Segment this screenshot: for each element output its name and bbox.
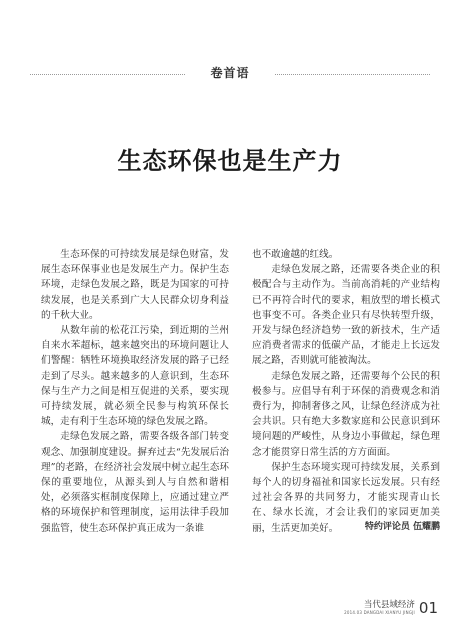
article-column-left	[41, 247, 229, 536]
section-header	[30, 66, 430, 80]
header-rule-right	[275, 74, 430, 75]
paragraph: 走绿色发展之路，需要各级各部门转变观念、加强制度建设。摒弃过去“先发展后治理”的老路，在经济社会发展中树立起生态环保的重要地位，从源头到人与自然和谐相处，必须落实框制度保障上，应通过建立严格的环境保护和管理制度，运用法律手段加强监管，使生态环保护真正成为一条谁	[41, 431, 229, 534]
page-number: 01	[418, 599, 438, 617]
paragraph: 保护生态环境实现可持续发展，关系到每个人的切身福祉和国家长远发展。只有经过社会各界的共同努力，才能实现青山长在、绿水长流，才会让我们的家园更加美丽，生活更加美好。	[252, 461, 440, 534]
section-label: 卷首语	[210, 66, 250, 80]
paragraph: 走绿色发展之路，还需要各类企业的积极配合与主动作为。当前高消耗的产业结构已不再符合时代的要求，粗放型的增长模式也事变不可。各类企业只有尽快转型升级，开发与绿色经济趋势一致的新技术，生产适应消费者需求的低碳产品，才能走上长远发展之路，否则就可能被淘汰。	[252, 264, 440, 367]
magazine-name-cn: 当代县域经济	[363, 600, 415, 610]
paragraph: 从数年前的松花江污染，到近期的兰州自来水苯超标，越来越突出的环境问题让人们警醒：牺牲环境换取经济发展的路子已经走到了尽头。越来越多的人意识到，生态环保与生产力之间是相互促进的关系，要实现可持续发展，就必须全民参与构筑环保长城，走有利于生态环境的绿色发展之路。	[41, 325, 229, 428]
article-title: 生态环保也是生产力	[117, 147, 343, 175]
page-footer	[344, 596, 438, 616]
magazine-name-en: 2014.03 DANGDAI XIANYU JINGJI	[344, 610, 415, 615]
article-column-right	[252, 247, 440, 536]
paragraph: 生态环保的可持续发展是绿色财富，发展生态环保事业也是发展生产力。保护生态环境，走绿色发展之路，既是为国家的可持续发展，也是关系到广大人民群众切身利益的千秋大业。	[41, 249, 229, 321]
magazine-name	[344, 600, 415, 616]
author-signature: 特约评论员 伍耀鹏	[364, 522, 440, 532]
paragraph: 走绿色发展之路，还需要每个公民的积极参与。应倡导有利于环保的消费观念和消费行为，抑制奢侈之风，让绿色经济成为社会共识。只有绝大多数家庭和公民意识到环境问题的严峻性，从身边小事做起，绿色理念才能贯穿日常生活的方方面面。	[252, 370, 440, 458]
paragraph-continuation: 也不敢逾越的红线。	[252, 249, 339, 260]
